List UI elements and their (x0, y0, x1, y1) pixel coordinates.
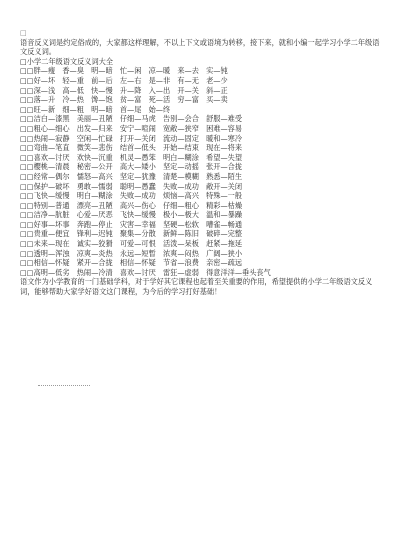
antonym-row: □□落—升 冷—热 馋—饱 贫—富 死—活 穷—富 买—卖 (20, 95, 228, 105)
antonym-row: □□胖—瘦 香—臭 明—暗 忙—闲 凉—暖 来—去 实—钝 (20, 66, 228, 76)
antonym-row: □□经常—偶尔 懦怒—高兴 坚定—犹豫 清楚—模糊 熟悉—陌生 (20, 171, 243, 181)
antonym-row: □□高明—低劣 热闹—冷清 喜欢—讨厌 雷狂—虚弱 得意洋洋—垂头丧气 (20, 267, 271, 277)
antonym-row: □□特别—普通 漂亮—丑陋 高兴—伤心 仔细—粗心 精彩—枯燥 (20, 200, 243, 210)
antonym-row: □□喜欢—讨厌 欢快—沉重 机灵—愚笨 明白—糊涂 希望—失望 (20, 152, 243, 162)
antonym-row: □□深—浅 高—低 快—慢 升—降 入—出 开—关 斜—正 (20, 85, 228, 95)
antonym-row: □□洁白—漆黑 美丽—丑陋 仔细—马虎 告别—会合 舒服—难受 (20, 114, 243, 124)
antonym-list (20, 66, 382, 277)
antonym-row: □□好—坏 轻—重 前—后 左—右 是—非 有—无 老—少 (20, 75, 228, 85)
antonym-row: □□飞快—缓慢 明白—糊涂 失败—成功 烦恼—高兴 特殊—一般 (20, 191, 243, 201)
antonym-row: □□樱桃—清晨 秘密—公开 高大—矮小 坚定—动摇 张开—合拢 (20, 162, 243, 172)
antonym-row: □□透明—浑浊 凉爽—炎热 永远—短暂 浓爽—闷热 广阔—狭小 (20, 248, 243, 258)
section-title: □小学二年级语文反义词大全 (20, 56, 114, 66)
antonym-row: □□好事—坏事 奔跑—停止 灾害—幸福 坚硬—松软 嘈雀—畅通 (20, 219, 243, 229)
antonym-row: □□热闹—寂静 空闲—忙碌 打开—关闭 流动—固定 暖和—寒冷 (20, 133, 243, 143)
antonym-row: □□弯曲—笔直 微笑—悲伤 结首—低头 开始—结束 现在—将来 (20, 143, 243, 153)
intro-paragraph: 语音反义词是约定俗成的，大家都这样理解，不以上下文或语境为转移，接下来，就和小编一起学习小学二年级语文反义词。 (20, 37, 380, 57)
intro-marker (20, 28, 382, 38)
antonym-row: □□未来—现在 诚实—狡猾 可爱—可恨 活泼—呆板 赶紧—拖延 (20, 239, 243, 249)
dotted-divider (38, 385, 90, 386)
antonym-row: □□相信—怀疑 紧开—合拢 相信—怀疑 节省—浪费 亲密—疏远 (20, 258, 243, 268)
intro-marker-glyph: □ (20, 28, 27, 37)
antonym-row: □□保护—破坏 勇敢—懦弱 聪明—愚蠢 失败—成功 敞开—关闭 (20, 181, 243, 191)
antonym-row: □□洁净—肮脏 心爱—厌恶 飞快—缓慢 极小—极大 温和—暴躁 (20, 210, 243, 220)
antonym-row: □□旺—新 细—粗 明—暗 首—尾 始—终 (20, 104, 171, 114)
outro-paragraph: 语文作为小学教育的一门基础学科，对于学好其它课程也起着至关重要的作用，希望提供的小学二年级语文反义词，能够帮助大家学好语文这门课程，为今后的学习打好基础！ (20, 277, 373, 297)
antonym-row: □□贵重—便宜 锋利—迟钝 聚集—分散 新鲜—陈旧 破碎—完整 (20, 229, 243, 239)
document-page (20, 28, 382, 297)
antonym-row: □□粗心—细心 出发—归来 安宁—喧闹 宽敞—狭窄 困难—容易 (20, 123, 243, 133)
